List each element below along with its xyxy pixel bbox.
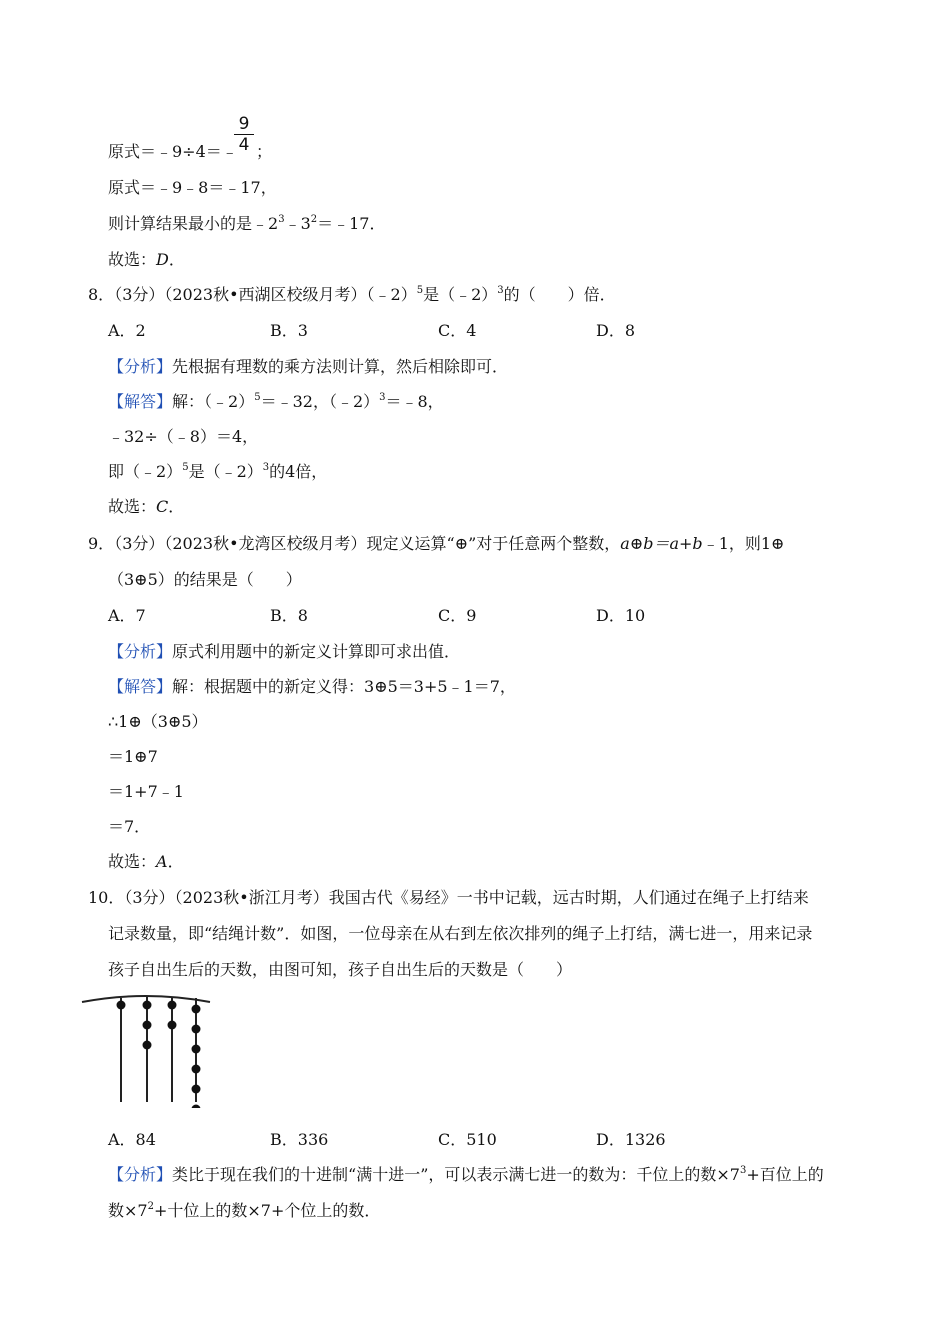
exponent: 3 (278, 214, 285, 225)
exponent: 2 (310, 214, 318, 225)
question-9-stem (88, 534, 784, 554)
q8-option-c: C．4 (438, 321, 477, 340)
question-10-stem (88, 888, 809, 908)
q9-analysis (108, 642, 460, 662)
knotted-rope-figure (80, 988, 220, 1108)
text: 是（﹣2） (188, 462, 263, 481)
text: 解：（﹣2） (172, 392, 255, 411)
fraction-numerator: 9 (238, 114, 250, 134)
formula: a⊕b＝a+b (620, 534, 703, 553)
exponent: 3 (262, 462, 270, 473)
question-number: 10． (88, 888, 125, 907)
choice-letter: A (156, 852, 168, 871)
q9-option-b: B．8 (270, 606, 308, 625)
text: 是（﹣2） (423, 285, 498, 304)
choice-letter: D (156, 250, 169, 269)
rope-4-knot (192, 1065, 201, 1074)
rope-2-knot (143, 1021, 152, 1030)
q9-answer-line-4: ＝1+7﹣1 (108, 782, 184, 801)
exponent: 3 (497, 285, 504, 296)
q9-answer-line-1 (108, 677, 516, 697)
q10-option-d: D．1326 (596, 1130, 666, 1149)
exponent: 5 (416, 285, 424, 296)
rope-1-knot (117, 1001, 126, 1010)
q9-answer-line-2: ∴1⊕（3⊕5） (108, 712, 208, 731)
text: ﹣3 (284, 214, 311, 233)
question-9-stem-line-2: （3⊕5）的结果是（ ） (108, 570, 302, 589)
rope-4-knot (192, 1105, 201, 1109)
text: 原式利用题中的新定义计算即可求出值． (172, 642, 461, 661)
text: ． (168, 497, 185, 516)
rope-4-knot (192, 1025, 201, 1034)
rope-2-knot (143, 1041, 152, 1050)
exponent: 3 (739, 1165, 747, 1176)
q8-answer-line-2: ﹣32÷（﹣8）＝4， (108, 427, 259, 446)
q10-option-a: A．84 (108, 1130, 156, 1149)
rope-3-knot (168, 1021, 177, 1030)
text: ﹣1，则1⊕ (702, 534, 785, 553)
knots-group (117, 1001, 201, 1109)
q8-option-a: A．2 (108, 321, 146, 340)
text: 先根据有理数的乘方法则计算，然后相除即可． (172, 357, 509, 376)
text: 的4倍， (269, 462, 328, 481)
solution-line-3 (108, 214, 386, 234)
expr-text: 原式＝﹣9÷4＝﹣ (108, 142, 238, 161)
analysis-tag: 【分析】 (108, 357, 173, 376)
text: 故选： (108, 497, 157, 516)
question-8-stem (88, 285, 616, 305)
rope-4-knot (192, 1085, 201, 1094)
text: （3分）（2023秋•龙湾区校级月考）现定义运算“⊕”对于任意两个整数， (114, 534, 621, 553)
solution-line-2: 原式＝﹣9﹣8＝﹣17， (108, 178, 277, 197)
q8-analysis (108, 357, 508, 377)
text: ． (167, 852, 184, 871)
text: （3分）（2023秋•浙江月考）我国古代《易经》一书中记载，远古时期，人们通过在绳子上打结来 (124, 888, 809, 907)
q8-answer-line-1 (108, 392, 444, 412)
rope-4-knot (192, 1005, 201, 1014)
exponent: 5 (254, 392, 261, 403)
q9-answer-line-3: ＝1⊕7 (108, 747, 158, 766)
text: 即（﹣2） (108, 462, 183, 481)
question-10-stem-line-3: 孩子自出生后的天数，由图可知，孩子自出生后的天数是（ ） (108, 960, 573, 979)
q9-answer-line-5: ＝7． (108, 817, 151, 836)
answer-tag: 【解答】 (108, 677, 173, 696)
rope-3-knot (168, 1001, 177, 1010)
q8-option-d: D．8 (596, 321, 636, 340)
analysis-tag: 【分析】 (108, 642, 173, 661)
q8-option-b: B．3 (270, 321, 308, 340)
text: 类比于现在我们的十进制“满十进一”，可以表示满七进一的数为：千位上的数×7 (172, 1165, 740, 1184)
analysis-tag: 【分析】 (108, 1165, 173, 1184)
q8-answer-line-3 (108, 462, 327, 482)
text: 数×7 (108, 1201, 148, 1220)
text: 故选： (108, 250, 157, 269)
q10-analysis-line-2 (108, 1201, 380, 1221)
rope-2-knot (143, 1001, 152, 1010)
punctuation: ； (256, 142, 273, 161)
q9-option-a: A．7 (108, 606, 146, 625)
exponent: 3 (379, 392, 386, 403)
answer-tag: 【解答】 (108, 392, 173, 411)
q9-choice (108, 852, 184, 872)
text: ． (168, 250, 185, 269)
q9-option-d: D．10 (596, 606, 646, 625)
question-number: 9． (88, 534, 115, 553)
solution-line-1 (108, 142, 238, 162)
fraction (232, 114, 256, 155)
rope-4-knot (192, 1045, 201, 1054)
question-number: 8． (88, 285, 115, 304)
q10-option-b: B．336 (270, 1130, 329, 1149)
text: ＝﹣17． (317, 214, 386, 233)
q10-option-c: C．510 (438, 1130, 497, 1149)
text: 则计算结果最小的是﹣2 (108, 214, 279, 233)
solution-line-1-tail (256, 142, 272, 162)
text: （3分）（2023秋•西湖区校级月考）（﹣2） (114, 285, 417, 304)
choice-letter: C (156, 497, 169, 516)
text: ＝﹣8， (385, 392, 444, 411)
text: ＝﹣32，（﹣2） (260, 392, 380, 411)
fraction-denominator: 4 (238, 135, 250, 155)
text: 解：根据题中的新定义得：3⊕5＝3+5﹣1＝7， (172, 677, 516, 696)
text: 的（ ）倍． (503, 285, 616, 304)
text: +十位上的数×7+个位上的数． (153, 1201, 381, 1220)
exponent: 5 (182, 462, 189, 473)
q8-choice (108, 497, 184, 517)
q9-option-c: C．9 (438, 606, 477, 625)
solution-choice (108, 250, 185, 270)
exponent: 2 (147, 1201, 154, 1212)
q10-analysis-line-1 (108, 1165, 824, 1185)
text: +百位上的 (746, 1165, 824, 1184)
question-10-stem-line-2: 记录数量，即“结绳计数”．如图，一位母亲在从右到左依次排列的绳子上打结，满七进一，用来记录 (108, 924, 813, 943)
text: 故选： (108, 852, 157, 871)
